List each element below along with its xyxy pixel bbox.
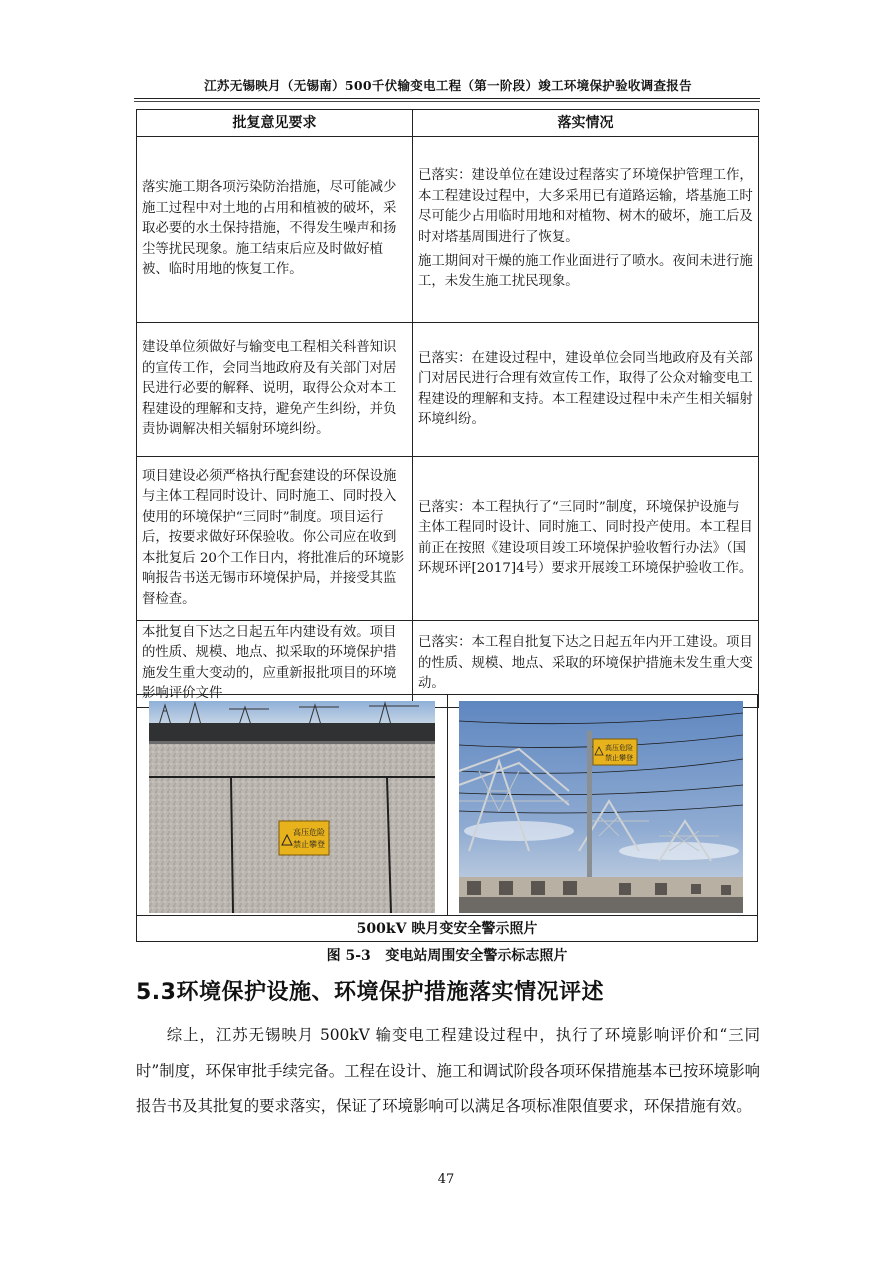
implementation-text: 已落实：建设单位在建设过程落实了环境保护管理工作，本工程建设过程中，大多采用已有道路运输，塔基施工时尽可能少占用临时用地和对植物、树木的破坏，施工后及时对塔基周围进行了恢复。 <box>418 168 753 245</box>
implementation-cell <box>413 323 759 457</box>
figure-title: 变电站周围安全警示标志照片 <box>385 948 568 964</box>
photo-wall-warning-sign <box>149 701 435 913</box>
implementation-text: 已落实：本工程执行了“三同时”制度，环境保护设施与主体工程同时设计、同时施工、同时投产使用。本工程目前正在按照《建设项目竣工环境保护验收暂行办法》（国环规环评[2017]4号）要求开展竣工环境保护验收工作。 <box>418 499 753 576</box>
requirement-cell <box>137 137 413 323</box>
implementation-cell <box>413 137 759 323</box>
figure-caption <box>136 945 758 965</box>
section-heading: 5.3环境保护设施、环境保护措施落实情况评述 <box>136 980 604 1005</box>
approval-table <box>136 109 759 708</box>
table-header-row <box>137 110 759 137</box>
page-number: 47 <box>437 1172 455 1187</box>
page-header: 江苏无锡映月（无锡南）500千伏输变电工程（第一阶段）竣工环境保护验收调查报告 <box>204 78 692 93</box>
requirement-text: 建设单位须做好与输变电工程相关科普知识的宣传工作，会同当地政府及有关部门对居民进行必要的解释、说明，取得公众对本工程建设的理解和支持，避免产生纠纷，并负责协调解决相关辐射环境纠纷。 <box>142 340 397 438</box>
column-header-requirement: 批复意见要求 <box>137 110 413 137</box>
sign-line1-text: 高压危险 <box>605 744 633 752</box>
table-row <box>137 137 759 323</box>
header-rule-thin <box>134 101 760 102</box>
requirement-cell <box>137 323 413 457</box>
sign-line2-text: 禁止攀登 <box>605 754 633 762</box>
summary-paragraph: 综上，江苏无锡映月 500kV 输变电工程建设过程中，执行了环境影响评价和“三同时”制度，环保审批手续完备。工程在设计、施工和调试阶段各项环保措施基本已按环境影响报告书及其批复的要求落实，保证了环境影响可以满足各项标准限值要求，环保措施有效。 <box>136 1026 760 1115</box>
implementation-text-extra: 施工期间对干燥的施工作业面进行了喷水。夜间未进行施工，未发生施工扰民现象。 <box>418 253 753 290</box>
figure-label: 图 5-3 <box>326 948 371 964</box>
sign-line2-text: 禁止攀登 <box>293 840 325 849</box>
requirement-cell <box>137 457 413 621</box>
column-header-implementation: 落实情况 <box>413 110 759 137</box>
requirement-text: 落实施工期各项污染防治措施，尽可能减少施工过程中对土地的占用和植被的破坏，采取必要的水土保持措施，不得发生噪声和扬尘等扰民现象。施工结束后应及时做好植被、临时用地的恢复工作。 <box>142 180 397 278</box>
photo-caption: 500kV 映月变安全警示照片 <box>137 915 757 942</box>
photo-divider <box>447 695 448 915</box>
photo-substation-warning-sign <box>459 701 743 913</box>
header-rule <box>134 98 760 99</box>
implementation-text: 已落实：本工程自批复下达之日起五年内开工建设。项目的性质、规模、地点、采取的环境保护措施未发生重大变动。 <box>418 635 753 692</box>
requirement-text: 项目建设必须严格执行配套建设的环保设施与主体工程同时设计、同时施工、同时投入使用的环境保护“三同时”制度。项目运行后，按要求做好环保验收。你公司应在收到本批复后 20个工作日内，将批准后的环境影响报告书送无锡市环境保护局，并接受其监督检查。 <box>142 469 405 607</box>
implementation-text: 已落实：在建设过程中，建设单位会同当地政府及有关部门对居民进行合理有效宣传工作，取得了公众对输变电工程建设的理解和支持。本工程建设过程中未产生相关辐射环境纠纷。 <box>418 350 753 427</box>
implementation-cell <box>413 457 759 621</box>
photo-frame <box>136 694 758 942</box>
requirement-text: 本批复自下达之日起五年内建设有效。项目的性质、规模、地点、拟采取的环境保护措施发生重大变动的，应重新报批项目的环境影响评价文件 <box>142 625 397 702</box>
sign-line1-text: 高压危险 <box>293 828 325 837</box>
table-row <box>137 323 759 457</box>
table-row <box>137 457 759 621</box>
